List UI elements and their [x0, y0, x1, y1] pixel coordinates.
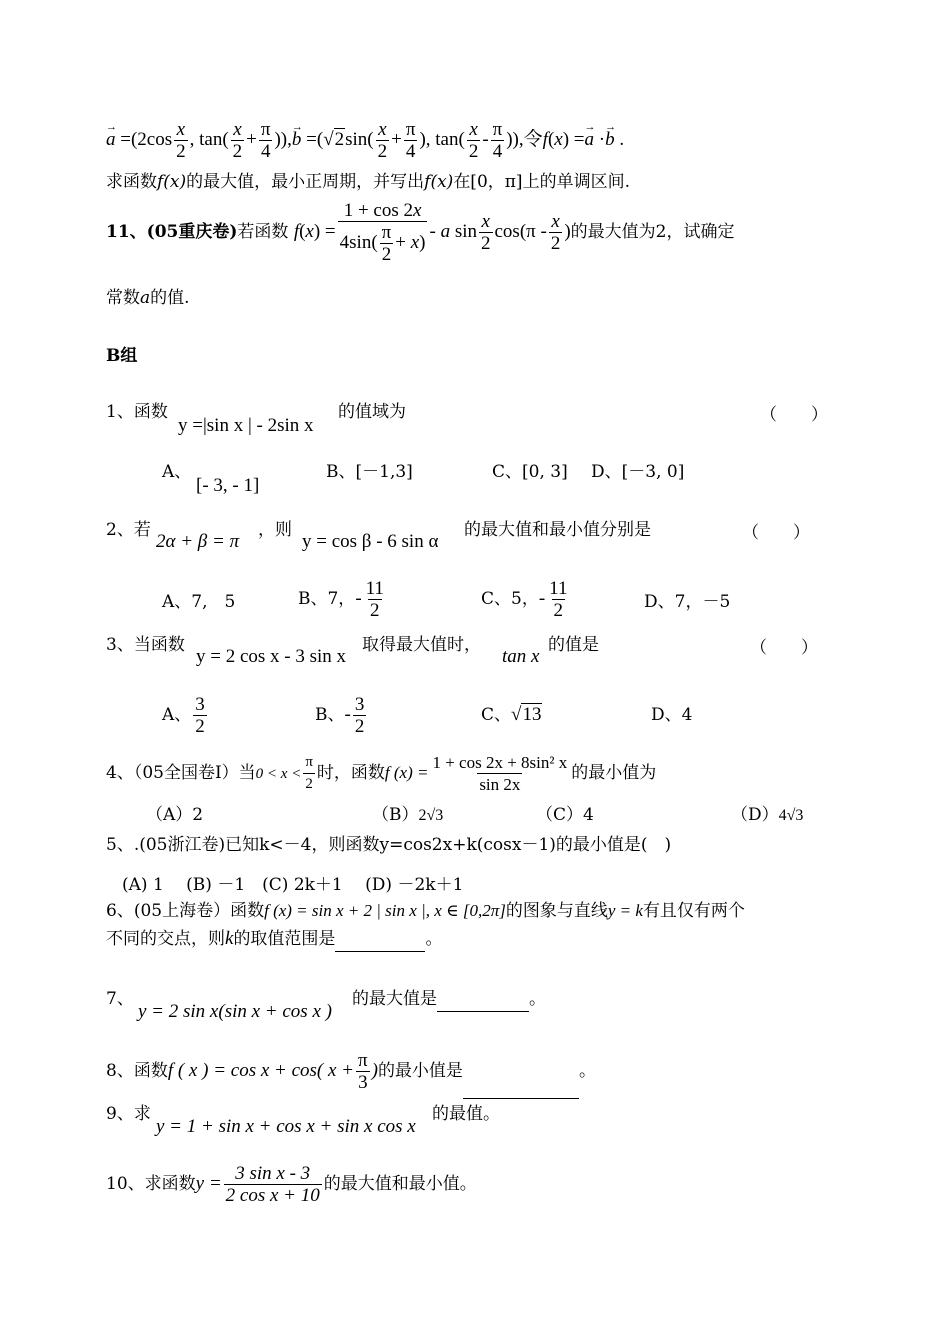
q2-formula1: 2α + β = π — [156, 531, 240, 552]
q9-post: 的最值。 — [432, 1104, 500, 1124]
q3-mid: 取得最大值时， — [362, 635, 481, 655]
question-4: 4、（05全国卷Ⅰ）当0 < x < $\frac{\pi}{2}$ 时，函数f (x) = $\frac{\text{1 + cos 2x + 8sin² x}}{\sin 2x}$ 的最小值为 — [106, 753, 657, 794]
q4-opt-c: （C）4 — [536, 805, 594, 825]
top-task: 求函数f(x)的最大值，最小正周期，并写出f(x)在[0，π]上的单调区间. — [106, 172, 630, 192]
q7-num: 7、 — [106, 989, 134, 1009]
q5-options: (A) 1 (B) －1 (C) 2k＋1 (D) －2k＋1 — [122, 875, 464, 895]
q2-opt-d: D、7，－5 — [644, 592, 731, 612]
q9-formula: y = 1 + sin x + cos x + sin x cos x — [156, 1116, 416, 1137]
q1-opt-a-value: [- 3, - 1] — [196, 475, 260, 496]
q2-opt-a: A、7, 5 — [162, 592, 236, 612]
q6-line2: 不同的交点，则k的取值范围是 。 — [106, 927, 442, 952]
q5-text: 5、.(05浙江卷)已知k<－4，则函数y=cos2x+k(cosx－1)的最小值是( ) — [106, 835, 672, 855]
q3-opt-d: D、4 — [651, 705, 693, 725]
question-8: 8、函数f ( x ) = cos x + cos( x + $\frac{\pi}{3}$ )的最小值是 。 — [106, 1044, 596, 1099]
vec-b: → b — [292, 118, 302, 162]
q3-post: 的值是 — [548, 635, 599, 655]
q1-opt-b: B、[－1,3] — [326, 462, 413, 482]
q3-formula: y = 2 cos x - 3 sin x — [196, 646, 347, 667]
q3-opt-a: A、 $\frac{3}{2}$ — [162, 694, 205, 737]
q9-num: 9、求 — [106, 1104, 151, 1124]
vector-equation: → a =(2cos $\frac{x}{2}$ , tan( $\frac{x}{2}$ + $\frac{\pi}{4}$ )),→ b =(√2sin( $\frac{x}{2}$ + $\frac{\pi}{4}$ ), tan( $\frac{x}{2}$ - $\frac{\pi}{4}$ )),令f(x) =→ a ·→ b . — [106, 118, 624, 162]
question-10: 10、求函数y = $\frac{\text{3 sin x - 3}}{\text{2 cos x + 10}}$ 的最大值和最小值。 — [106, 1163, 477, 1206]
q11-line2: 常数a的值. — [106, 288, 190, 308]
q3-opt-b: B、- $\frac{3}{2}$ — [315, 694, 365, 737]
q3-num: 3、当函数 — [106, 635, 185, 655]
q4-opt-a: （A）2 — [146, 805, 204, 825]
q11-formula: f(x) = 1 + cos 2x 4sin( $\frac{\pi}{2}$ + x) - a sin $\frac{x}{2}$ cos(π - $\frac{x}{2}$ ) — [293, 200, 571, 266]
q1-options: A、 — [162, 462, 192, 482]
q6-answer-blank[interactable] — [335, 927, 425, 952]
q3-tan: tan x — [502, 646, 540, 667]
q1-post: 的值域为 — [338, 402, 406, 422]
q11-label: 11、(05重庆卷) — [106, 222, 238, 242]
q1-answer-paren: （ ） — [760, 405, 828, 425]
q7-post: 的最大值是 。 — [352, 987, 546, 1012]
q4-opt-b: （B）2√3 — [372, 805, 444, 825]
q3-opt-c: C、√13 — [481, 704, 542, 725]
q2-opt-b: B、7，- $\frac{11}{2}$ — [298, 578, 384, 621]
section-b-heading: B组 — [106, 346, 138, 366]
q7-formula: y = 2 sin x(sin x + cos x ) — [138, 1001, 332, 1022]
q8-answer-blank[interactable] — [463, 1044, 579, 1099]
q2-post: 的最大值和最小值分别是 — [464, 520, 651, 540]
q2-formula2: y = cos β - 6 sin α — [302, 531, 439, 552]
question-1: 1、函数 — [106, 402, 168, 422]
q1-formula: y =|sin x | - 2sin x — [178, 415, 314, 436]
q3-answer-paren: （ ） — [750, 638, 818, 658]
q2-num: 2、若 — [106, 520, 151, 540]
question-6: 6、(05上海卷）函数f (x) = sin x + 2 | sin x |, x ∈ [0,2π]的图象与直线y = k有且仅有两个 — [106, 901, 745, 921]
q1-opt-c: C、[0, 3] — [492, 462, 568, 482]
question-11: 11、(05重庆卷)若函数 f(x) = 1 + cos 2x 4sin( $\frac{\pi}{2}$ + x) - a sin $\frac{x}{2}$ cos(π - $\frac{x}{2}$ )的最大值为2，试确定 — [106, 200, 735, 266]
q1-opt-d: D、[－3, 0] — [591, 462, 685, 482]
vec-a: → a — [106, 118, 116, 162]
q2-mid: ，则 — [258, 520, 292, 540]
q2-answer-paren: （ ） — [742, 523, 810, 543]
q7-answer-blank[interactable] — [437, 987, 529, 1012]
q4-opt-d: （D）4√3 — [731, 805, 804, 825]
ling-text: 令 — [523, 129, 543, 150]
q2-opt-c: C、5，- $\frac{11}{2}$ — [481, 578, 568, 621]
